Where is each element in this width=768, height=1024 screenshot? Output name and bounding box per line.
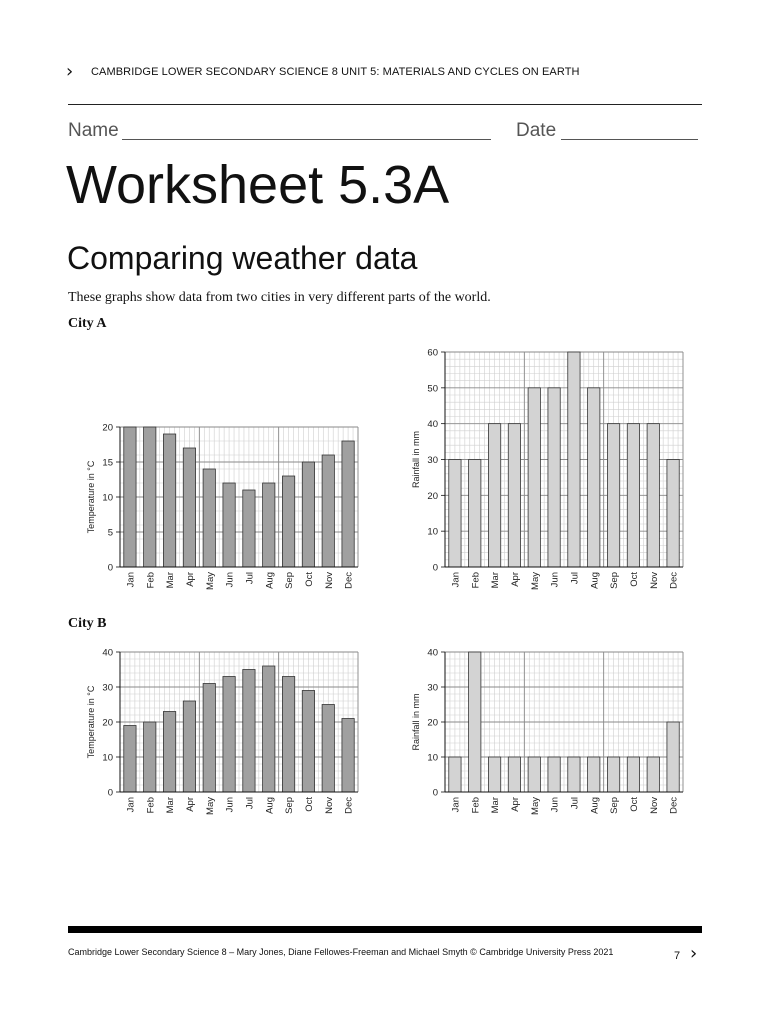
x-tick-label: Nov: [648, 572, 660, 589]
y-tick-label: 40: [102, 647, 113, 659]
x-tick-label: Oct: [628, 797, 640, 812]
bar-sep: [607, 757, 619, 792]
x-tick-label: Nov: [323, 797, 335, 814]
y-tick-label: 0: [107, 787, 113, 799]
name-label: Name: [68, 120, 119, 141]
bar-jan: [124, 427, 136, 567]
y-tick-label: 40: [427, 647, 438, 659]
name-field[interactable]: [122, 139, 491, 140]
x-tick-label: Nov: [648, 797, 660, 814]
city-a-label: City A: [68, 316, 107, 331]
x-tick-label: Aug: [264, 797, 276, 814]
y-tick-label: 20: [427, 717, 438, 729]
bar-mar: [163, 712, 175, 793]
y-tick-label: 20: [102, 717, 113, 729]
x-tick-label: Feb: [470, 572, 482, 589]
bar-jun: [223, 483, 235, 567]
bar-apr: [183, 448, 195, 567]
x-tick-label: Mar: [165, 797, 177, 814]
x-tick-label: Feb: [470, 797, 482, 814]
intro-text: These graphs show data from two cities in very different parts of the world.: [68, 290, 491, 305]
bar-jun: [548, 757, 560, 792]
footer-credit: Cambridge Lower Secondary Science 8 – Mary Jones, Diane Fellowes-Freeman and Michael Smyth © Cambridge University Press 2021: [68, 947, 614, 957]
running-header: CAMBRIDGE LOWER SECONDARY SCIENCE 8 UNIT 5: MATERIALS AND CYCLES ON EARTH: [91, 66, 580, 78]
bar-jul: [568, 352, 580, 567]
y-tick-label: 10: [102, 492, 113, 504]
bar-jan: [124, 726, 136, 793]
x-tick-label: Jun: [549, 572, 561, 588]
y-axis-label: Temperature in °C: [86, 685, 96, 759]
x-tick-label: Jun: [549, 797, 561, 813]
bar-aug: [263, 483, 275, 567]
x-tick-label: Sep: [609, 572, 621, 589]
bar-may: [203, 469, 215, 567]
x-tick-label: Mar: [490, 797, 502, 814]
x-tick-label: Jan: [125, 572, 137, 588]
bar-apr: [183, 701, 195, 792]
bar-aug: [263, 666, 275, 792]
footer-divider: [68, 926, 702, 933]
x-tick-label: Jul: [244, 572, 256, 585]
y-tick-label: 20: [427, 490, 438, 502]
date-field[interactable]: [561, 139, 698, 140]
bar-jul: [243, 670, 255, 793]
date-label: Date: [516, 120, 557, 141]
x-tick-label: May: [529, 572, 541, 590]
x-tick-label: Oct: [303, 572, 315, 587]
x-tick-label: Feb: [145, 797, 157, 814]
x-tick-label: Jan: [450, 797, 462, 813]
bar-nov: [322, 455, 334, 567]
y-tick-label: 50: [427, 383, 438, 395]
bar-feb: [469, 460, 481, 568]
x-tick-label: Apr: [184, 797, 196, 812]
bar-apr: [508, 757, 520, 792]
page-title: Worksheet 5.3A: [66, 155, 450, 215]
y-tick-label: 5: [107, 527, 113, 539]
x-tick-label: Nov: [323, 572, 335, 589]
x-tick-label: Apr: [509, 797, 521, 812]
y-tick-label: 0: [432, 787, 438, 799]
bar-jul: [243, 490, 255, 567]
header-divider: [68, 104, 702, 105]
bar-oct: [302, 691, 314, 793]
city-b-rainfall-chart: [405, 640, 695, 830]
chevron-right-icon: ›: [66, 61, 74, 82]
y-tick-label: 10: [427, 526, 438, 538]
bar-dec: [667, 722, 679, 792]
bar-mar: [488, 757, 500, 792]
y-tick-label: 20: [102, 422, 113, 434]
page-number: 7: [674, 950, 681, 962]
x-tick-label: Jul: [569, 797, 581, 810]
bar-may: [528, 757, 540, 792]
bar-apr: [508, 424, 520, 567]
x-tick-label: Jul: [569, 572, 581, 585]
x-tick-label: Sep: [284, 797, 296, 814]
city-a-temperature-chart: [80, 415, 370, 605]
bar-mar: [488, 424, 500, 567]
y-tick-label: 40: [427, 419, 438, 431]
y-tick-label: 60: [427, 347, 438, 359]
y-tick-label: 30: [102, 682, 113, 694]
x-tick-label: Sep: [609, 797, 621, 814]
y-axis-label: Rainfall in mm: [411, 430, 421, 489]
bar-jan: [449, 757, 461, 792]
x-tick-label: May: [529, 797, 541, 815]
x-tick-label: Mar: [165, 572, 177, 589]
x-tick-label: Jan: [450, 572, 462, 588]
x-tick-label: Dec: [343, 797, 355, 814]
bar-nov: [322, 705, 334, 793]
bar-feb: [144, 722, 156, 792]
x-tick-label: Feb: [145, 572, 157, 589]
x-tick-label: Jun: [224, 572, 236, 588]
y-tick-label: 10: [102, 752, 113, 764]
chevron-right-icon[interactable]: ›: [690, 943, 698, 964]
bar-nov: [647, 424, 659, 567]
bar-may: [528, 388, 540, 567]
x-tick-label: Dec: [668, 797, 680, 814]
bar-sep: [282, 476, 294, 567]
bar-feb: [469, 652, 481, 792]
x-tick-label: Apr: [509, 572, 521, 587]
x-tick-label: Jul: [244, 797, 256, 810]
bar-dec: [342, 719, 354, 793]
y-tick-label: 0: [107, 562, 113, 574]
bar-jan: [449, 460, 461, 568]
bar-mar: [163, 434, 175, 567]
y-tick-label: 0: [432, 562, 438, 574]
y-tick-label: 10: [427, 752, 438, 764]
bar-oct: [627, 757, 639, 792]
x-tick-label: May: [204, 572, 216, 590]
x-tick-label: Aug: [589, 572, 601, 589]
bar-jun: [223, 677, 235, 793]
bar-aug: [588, 757, 600, 792]
x-tick-label: Mar: [490, 572, 502, 589]
bar-sep: [282, 677, 294, 793]
x-tick-label: Oct: [628, 572, 640, 587]
bar-oct: [302, 462, 314, 567]
bar-aug: [588, 388, 600, 567]
x-tick-label: Oct: [303, 797, 315, 812]
bar-feb: [144, 427, 156, 567]
y-axis-label: Rainfall in mm: [411, 693, 421, 751]
bar-oct: [627, 424, 639, 567]
bar-sep: [607, 424, 619, 567]
x-tick-label: Dec: [343, 572, 355, 589]
x-tick-label: Sep: [284, 572, 296, 589]
y-tick-label: 30: [427, 682, 438, 694]
city-b-label: City B: [68, 616, 107, 631]
x-tick-label: Aug: [264, 572, 276, 589]
x-tick-label: Dec: [668, 572, 680, 589]
bar-jun: [548, 388, 560, 567]
y-tick-label: 15: [102, 457, 113, 469]
city-b-temperature-chart: [80, 640, 370, 830]
x-tick-label: Apr: [184, 572, 196, 587]
bar-nov: [647, 757, 659, 792]
y-tick-label: 30: [427, 455, 438, 466]
section-heading: Comparing weather data: [67, 240, 418, 276]
bar-jul: [568, 757, 580, 792]
x-tick-label: Aug: [589, 797, 601, 814]
x-tick-label: Jun: [224, 797, 236, 813]
x-tick-label: May: [204, 797, 216, 815]
bar-dec: [667, 460, 679, 568]
y-axis-label: Temperature in °C: [86, 460, 96, 534]
x-tick-label: Jan: [125, 797, 137, 813]
bar-may: [203, 684, 215, 793]
city-a-rainfall-chart: [405, 340, 695, 605]
bar-dec: [342, 441, 354, 567]
